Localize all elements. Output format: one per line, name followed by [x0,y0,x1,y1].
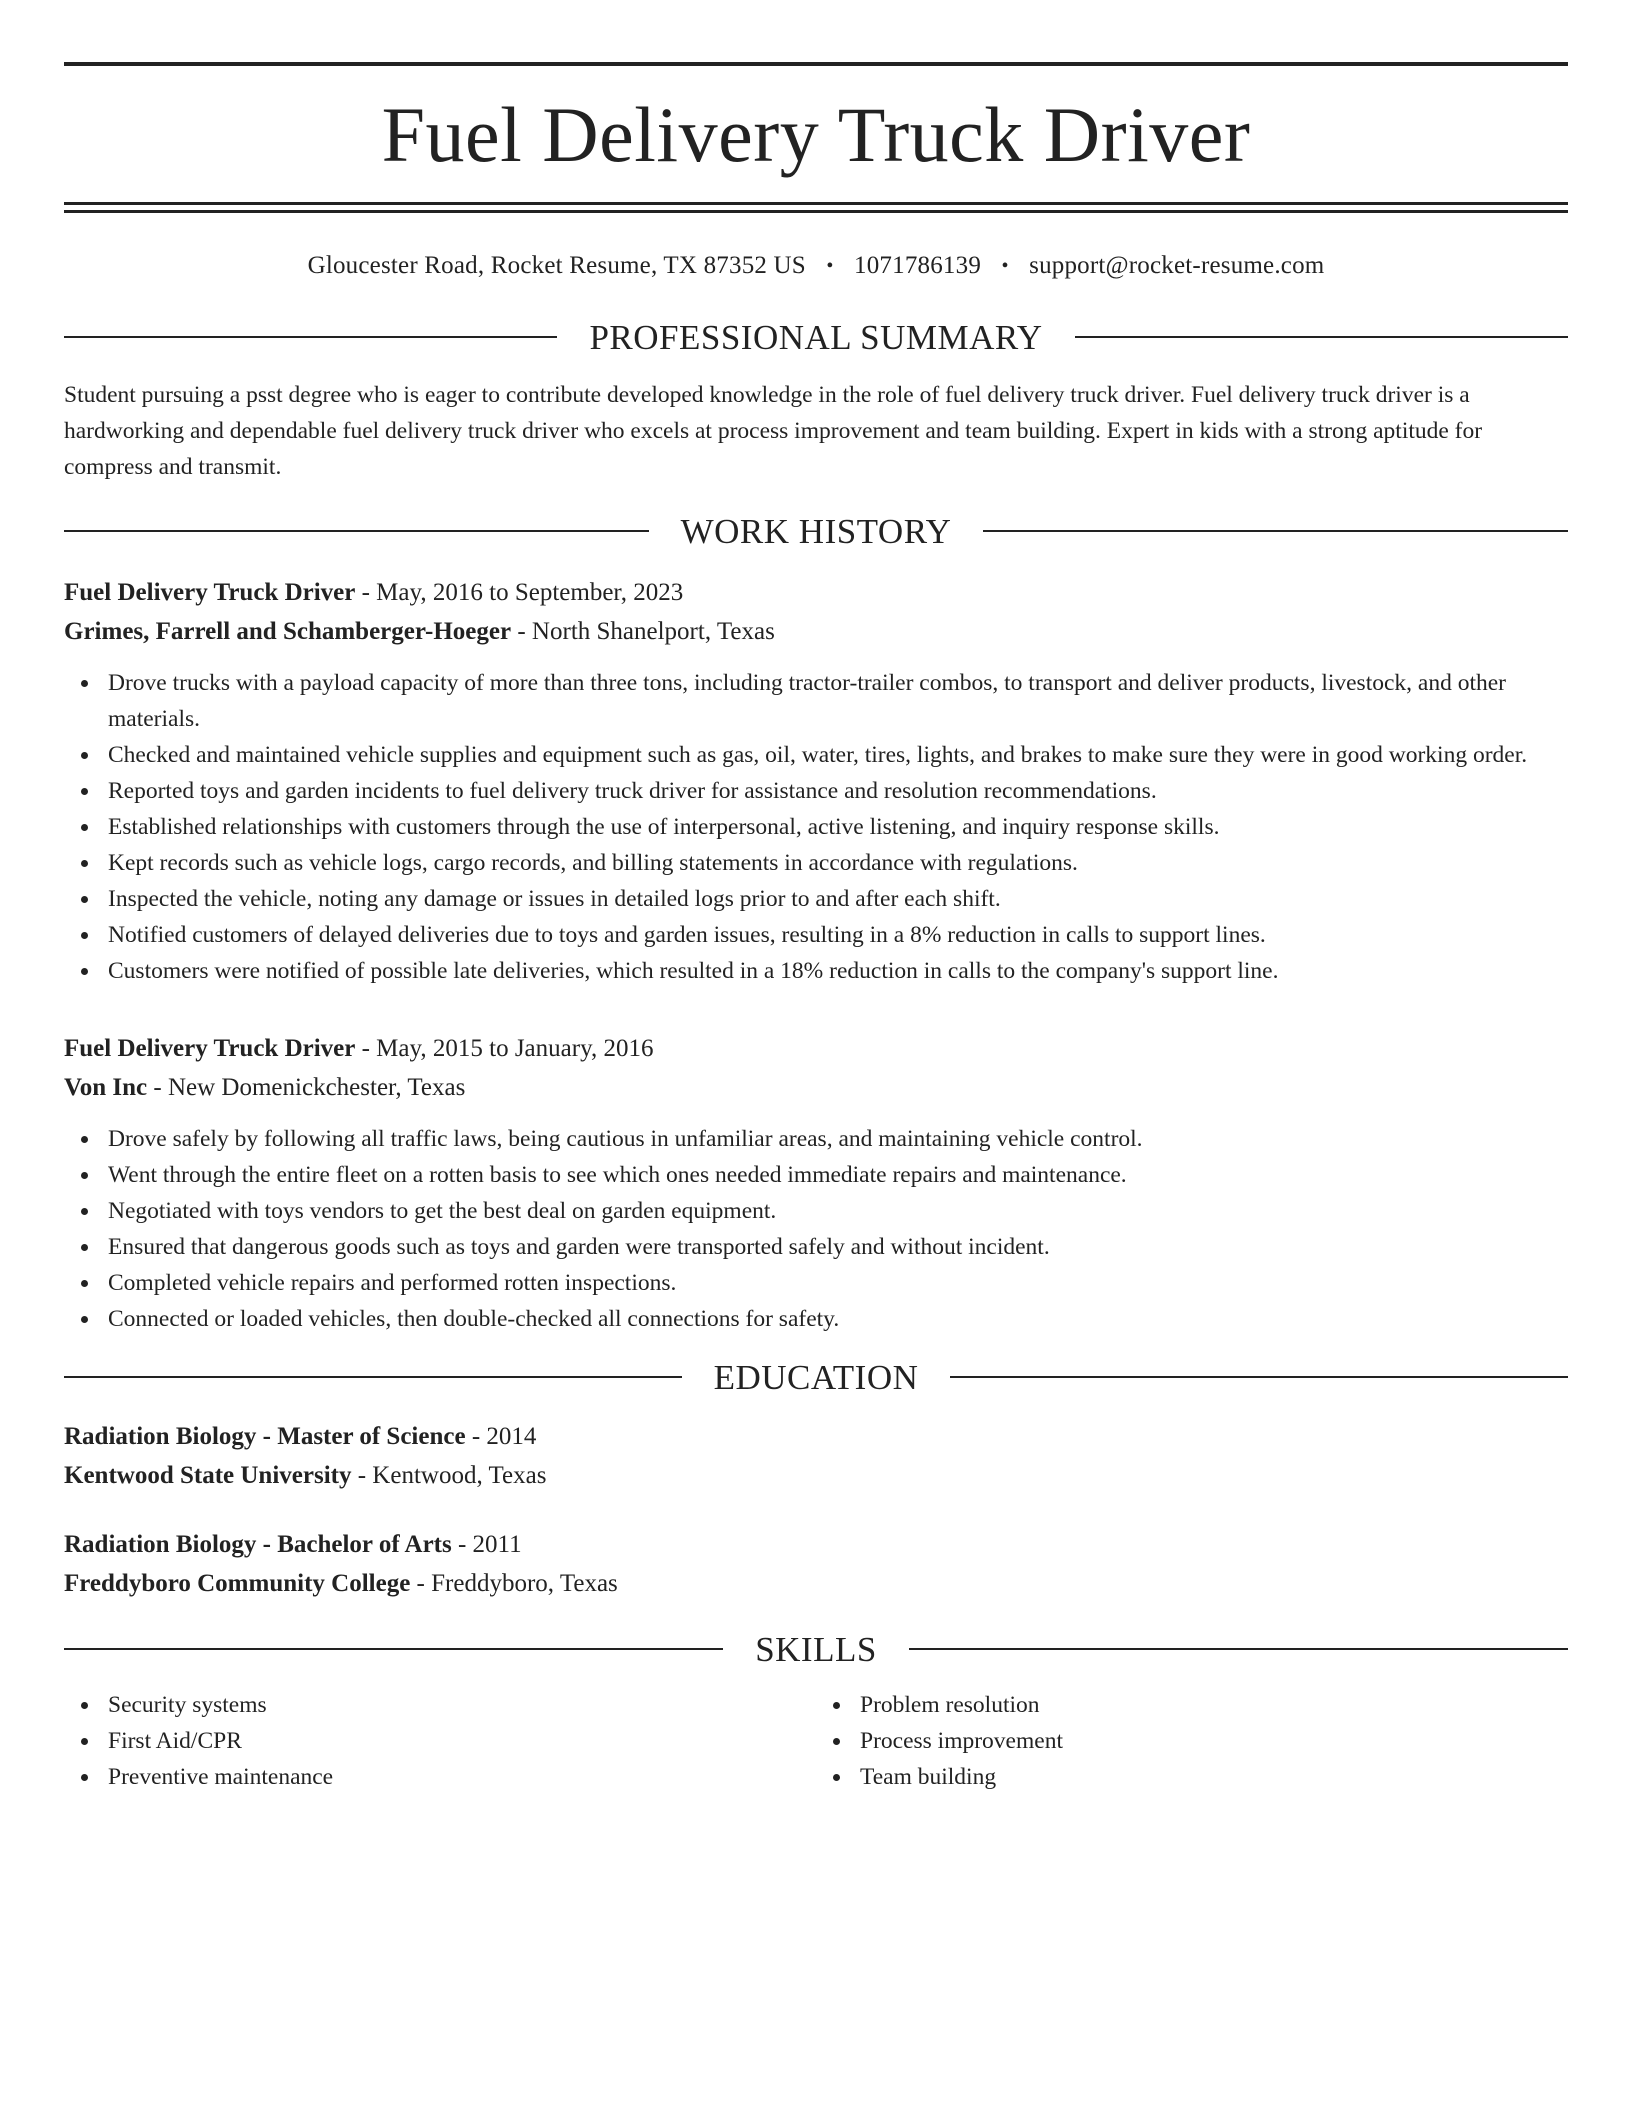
bullet-icon [81,1280,88,1287]
job-bullet-list [64,1121,1568,1337]
section-rule-left [64,1376,682,1378]
education-degree-line [64,1417,1568,1456]
bullet-icon [81,1136,88,1143]
list-item [108,953,1568,989]
list-item [108,1121,1568,1157]
contact-email: support@rocket-resume.com [1029,252,1325,279]
list-item [108,845,1568,881]
job-bullet-text: Completed vehicle repairs and performed rotten inspections. [108,1270,677,1296]
job-bullet-text: Established relationships with customers through the use of interpersonal, active listening, and inquiry response skills. [108,814,1220,840]
bullet-icon [81,896,88,903]
skills-section-title: SKILLS [755,1629,877,1669]
job-bullet-list [64,665,1568,989]
contact-separator: • [1001,255,1009,277]
job-title: Fuel Delivery Truck Driver [64,1035,356,1062]
list-item [860,1687,1568,1723]
summary-section-title: PROFESSIONAL SUMMARY [589,317,1043,357]
section-rule-right [1075,336,1568,338]
skill-text: Process improvement [860,1728,1063,1754]
list-item [108,809,1568,845]
contact-address: Gloucester Road, Rocket Resume, TX 87352 US [307,252,806,279]
bullet-icon [81,1316,88,1323]
education-entry [64,1525,1568,1603]
job-bullet-text: Customers were notified of possible late deliveries, which resulted in a 18% reduction in calls to the company's support line. [108,958,1279,984]
job-bullet-text: Notified customers of delayed deliveries due to toys and garden issues, resulting in a 8% reduction in calls to support lines. [108,922,1266,948]
name-double-rule [64,202,1568,213]
bullet-icon [81,752,88,759]
education-year: - 2014 [465,1423,537,1450]
job-company: Grimes, Farrell and Schamberger-Hoeger [64,618,512,645]
job-bullet-text: Reported toys and garden incidents to fuel delivery truck driver for assistance and resolution recommendations. [108,778,1157,804]
job-entry [64,1029,1568,1337]
list-item [108,1265,1568,1301]
list-item [108,1193,1568,1229]
list-item [108,917,1568,953]
job-bullet-text: Drove trucks with a payload capacity of more than three tons, including tractor-trailer combos, to transport and deliver products, livestock, and other materials. [108,670,1506,732]
job-entry [64,573,1568,989]
education-school-line [64,1456,1568,1495]
education-year: - 2011 [451,1531,522,1558]
skill-text: Security systems [108,1692,267,1718]
contact-separator: • [826,255,834,277]
contact-line [64,249,1568,283]
section-rule-left [64,336,557,338]
education-entry [64,1417,1568,1495]
bullet-icon [81,1244,88,1251]
list-item [108,665,1568,737]
bullet-icon [81,1738,88,1745]
skills-list-right [816,1687,1568,1795]
bullet-icon [833,1702,840,1709]
bullet-icon [81,788,88,795]
list-item [108,881,1568,917]
bullet-icon [81,1172,88,1179]
education-section-title: EDUCATION [713,1357,919,1397]
job-bullet-text: Drove safely by following all traffic laws, being cautious in unfamiliar areas, and maintaining vehicle control. [108,1126,1143,1152]
section-rule-right [909,1648,1568,1650]
education-degree: Radiation Biology - Bachelor of Arts [64,1531,452,1558]
job-bullet-text: Went through the entire fleet on a rotten basis to see which ones needed immediate repairs and maintenance. [108,1162,1127,1188]
job-company: Von Inc [64,1074,148,1101]
skill-text: First Aid/CPR [108,1728,242,1754]
job-bullet-text: Checked and maintained vehicle supplies and equipment such as gas, oil, water, tires, lights, and brakes to make sure they were in good working order. [108,742,1528,768]
education-section-header [64,1349,1568,1405]
list-item [108,1723,816,1759]
list-item [108,1759,816,1795]
bullet-icon [81,1208,88,1215]
education-school: Kentwood State University [64,1462,352,1489]
work-section-header [64,503,1568,559]
list-item [108,1301,1568,1337]
section-rule-left [64,530,649,532]
bullet-icon [81,968,88,975]
contact-phone: 1071786139 [854,252,982,279]
bullet-icon [833,1774,840,1781]
skill-text: Problem resolution [860,1692,1040,1718]
list-item [108,1229,1568,1265]
bullet-icon [81,860,88,867]
bullet-icon [81,824,88,831]
section-rule-left [64,1648,723,1650]
job-location: - New Domenickchester, Texas [147,1074,466,1101]
skills-list-left [64,1687,816,1795]
education-degree-line [64,1525,1568,1564]
list-item [860,1759,1568,1795]
job-dates: - May, 2016 to September, 2023 [355,579,684,606]
section-rule-right [983,530,1568,532]
job-company-line [64,1068,1568,1107]
education-school-line [64,1564,1568,1603]
job-company-line [64,612,1568,651]
skills-columns [64,1687,1568,1795]
list-item [108,1687,816,1723]
job-bullet-text: Connected or loaded vehicles, then double-checked all connections for safety. [108,1306,840,1332]
section-rule-right [950,1376,1568,1378]
education-school: Freddyboro Community College [64,1570,411,1597]
resume-name: Fuel Delivery Truck Driver [381,91,1251,178]
job-bullet-text: Inspected the vehicle, noting any damage or issues in detailed logs prior to and after each shift. [108,886,1001,912]
summary-section-header [64,309,1568,365]
skill-text: Preventive maintenance [108,1764,334,1790]
job-dates: - May, 2015 to January, 2016 [355,1035,654,1062]
bullet-icon [81,1702,88,1709]
skill-text: Team building [860,1764,997,1790]
list-item [108,1157,1568,1193]
job-title: Fuel Delivery Truck Driver [64,579,356,606]
education-degree: Radiation Biology - Master of Science [64,1423,466,1450]
bullet-icon [833,1738,840,1745]
list-item [108,773,1568,809]
education-location: - Kentwood, Texas [351,1462,547,1489]
job-bullet-text: Negotiated with toys vendors to get the best deal on garden equipment. [108,1198,777,1224]
bullet-icon [81,1774,88,1781]
list-item [860,1723,1568,1759]
education-location: - Freddyboro, Texas [410,1570,618,1597]
top-rule [64,62,1568,66]
bullet-icon [81,932,88,939]
bullet-icon [81,680,88,687]
summary-text: Student pursuing a psst degree who is eager to contribute developed knowledge in the role of fuel delivery truck driver. Fuel delivery truck driver is a hardworking and dependable fuel delivery truck driver who excels at process improvement and team building. Expert in kids with a strong aptitude for compress and transmit. [64,382,1483,480]
job-title-line [64,1029,1568,1068]
job-bullet-text: Ensured that dangerous goods such as toys and garden were transported safely and without incident. [108,1234,1050,1260]
list-item [108,737,1568,773]
skills-section-header [64,1621,1568,1677]
work-section-title: WORK HISTORY [680,511,952,551]
job-title-line [64,573,1568,612]
job-location: - North Shanelport, Texas [511,618,775,645]
job-bullet-text: Kept records such as vehicle logs, cargo records, and billing statements in accordance with regulations. [108,850,1078,876]
